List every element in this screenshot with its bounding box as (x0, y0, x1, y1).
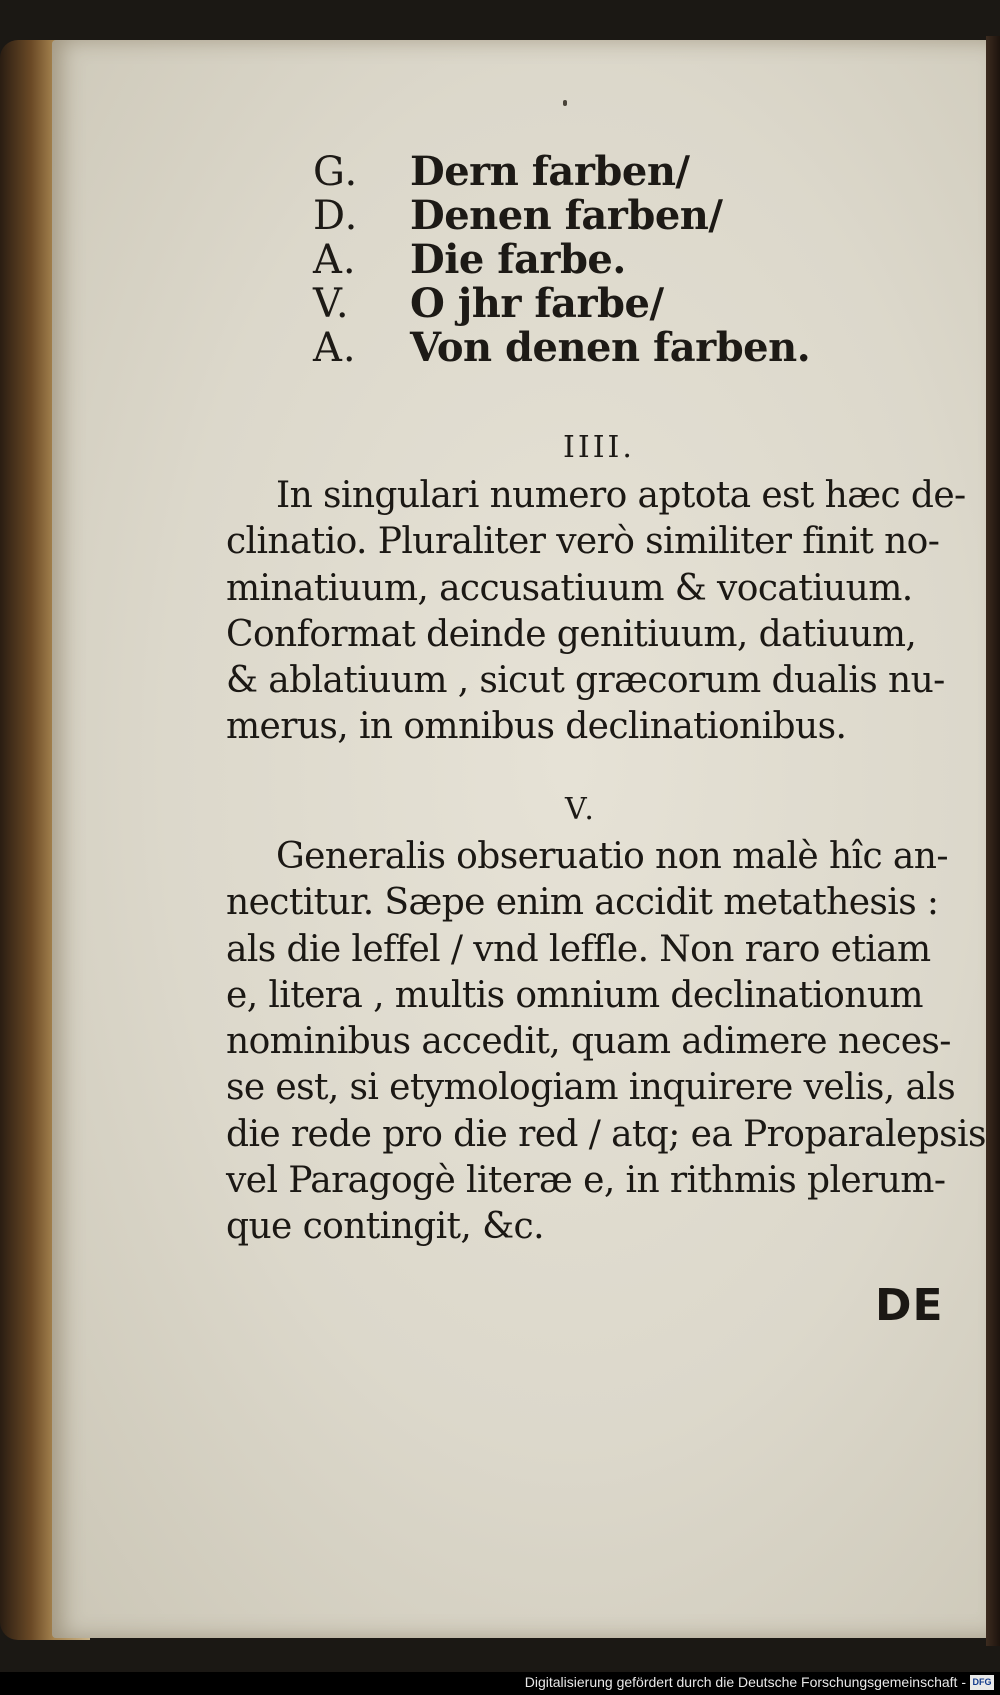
case-form: Dern farben/ (410, 148, 690, 195)
text-line: que contingit, &c. (226, 1206, 544, 1248)
text-line: & ablatiuum , sicut græcorum dualis nu- (226, 660, 945, 702)
text-line: nominibus accedit, quam adimere neces- (226, 1021, 951, 1063)
text-line: die rede pro die red / atq; ea Proparalepsis (226, 1113, 986, 1155)
case-label: A. (313, 237, 357, 283)
case-form: Die farbe. (410, 236, 626, 283)
paragraph-iiii (226, 473, 966, 751)
section-heading-iiii: IIII. (563, 430, 635, 465)
case-form: Denen farben/ (410, 192, 723, 239)
declension-row (313, 236, 810, 283)
text-line: merus, in omnibus declinationibus. (226, 706, 847, 748)
case-form: O jhr farbe/ (410, 280, 664, 327)
ink-speck (563, 100, 567, 106)
text-line: se est, si etymologiam inquirere velis, als (226, 1067, 956, 1109)
text-line: als die leffel / vnd leffle. Non raro etiam (226, 928, 931, 970)
text-line: vel Paragogè literæ e, in rithmis plerum- (226, 1160, 946, 1202)
dfg-logo-icon: DFG (970, 1675, 994, 1690)
case-form: Von denen farben. (410, 324, 811, 371)
declension-row (313, 192, 810, 239)
text-line: In singulari numero aptota est hæc de- (276, 475, 966, 516)
text-line: nectitur. Sæpe enim accidit metathesis : (226, 882, 939, 924)
funding-credit: Digitalisierung gefördert durch die Deutsche Forschungsgemeinschaft - (524, 1674, 966, 1690)
case-label: D. (313, 193, 359, 239)
text-line: e, litera , multis omnium declinationum (226, 974, 923, 1016)
case-label: A. (313, 325, 357, 371)
section-heading-v: V. (565, 792, 597, 827)
declension-row (313, 324, 811, 371)
page-right-edge (986, 36, 1000, 1646)
text-line: minatiuum, accusatiuum & vocatiuum. (226, 567, 913, 609)
declension-row (313, 148, 810, 195)
text-line: clinatio. Pluraliter verò similiter finit no- (226, 521, 940, 563)
declension-list (313, 148, 811, 371)
case-label: V. (313, 281, 350, 327)
case-label: G. (313, 149, 359, 195)
text-line: Conformat deinde genitiuum, datiuum, (226, 613, 917, 655)
text-line: Generalis obseruatio non malè hîc an- (276, 836, 948, 877)
catchword: DE (875, 1280, 944, 1331)
paragraph-v (226, 834, 986, 1251)
declension-row (313, 280, 810, 327)
